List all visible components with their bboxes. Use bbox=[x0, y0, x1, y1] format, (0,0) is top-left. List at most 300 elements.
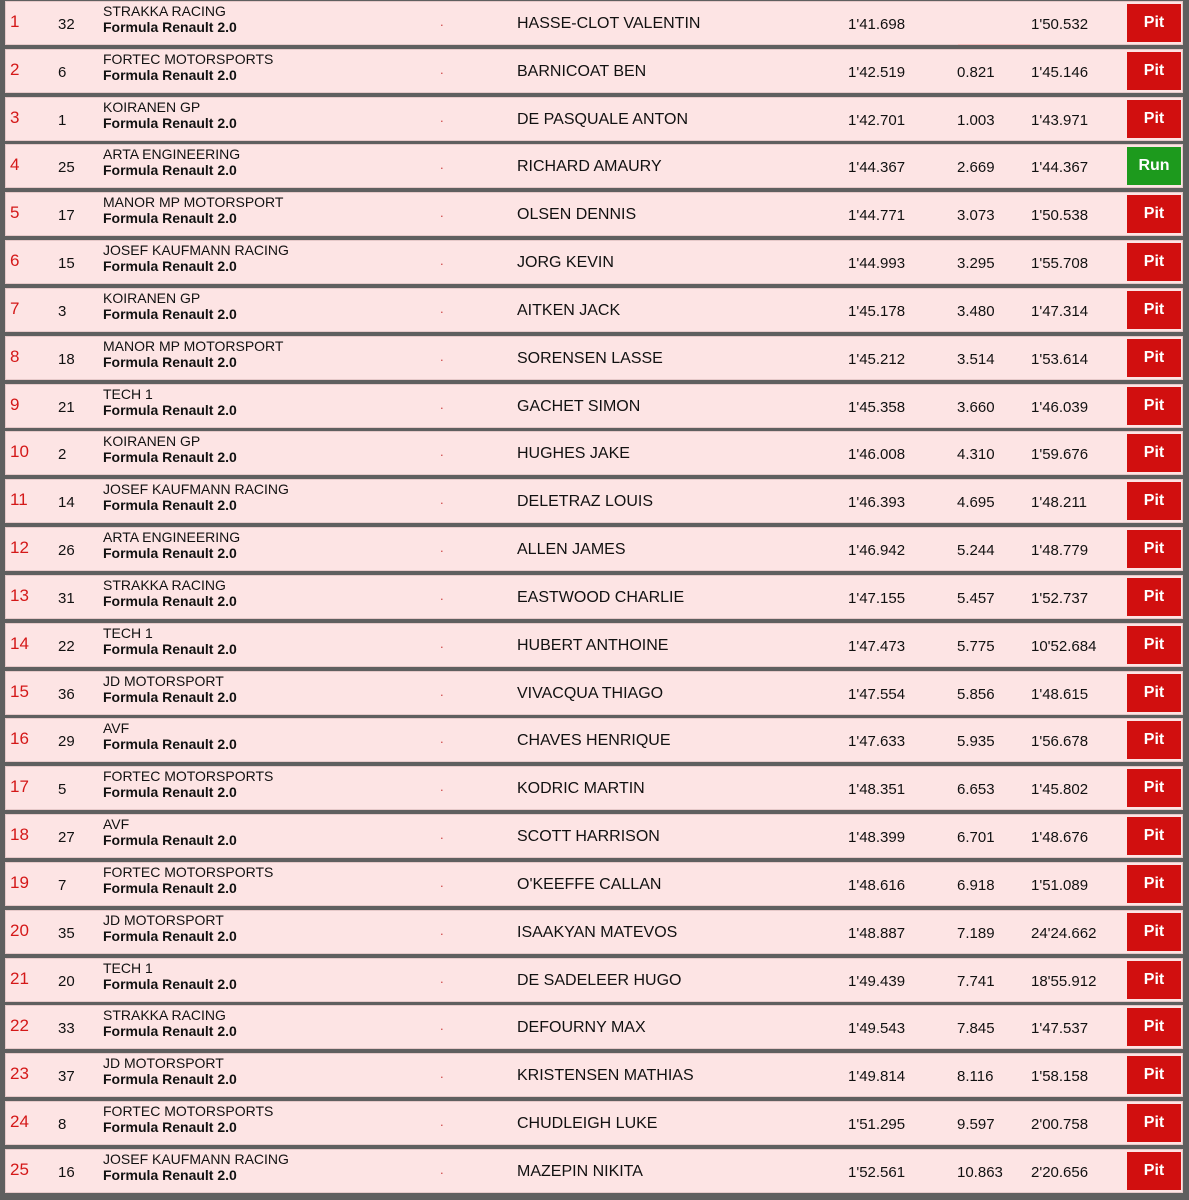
last-lap-cell: 1'44.367 bbox=[1031, 159, 1089, 176]
last-lap-cell: 1'48.676 bbox=[1031, 829, 1089, 846]
position-cell: 19 bbox=[10, 873, 29, 892]
position-cell: 6 bbox=[10, 251, 20, 270]
team-cell bbox=[103, 338, 283, 370]
driver-name-cell: DEFOURNY MAX bbox=[517, 1019, 646, 1036]
best-lap-cell: 1'48.399 bbox=[848, 829, 906, 846]
driver-name-cell: KODRIC MARTIN bbox=[517, 780, 645, 797]
gap-cell: 4.695 bbox=[957, 494, 995, 511]
position-cell: 25 bbox=[10, 1160, 29, 1179]
position-cell: 17 bbox=[10, 777, 29, 796]
table-row[interactable] bbox=[5, 336, 1183, 380]
table-row[interactable] bbox=[5, 144, 1183, 188]
gap-cell: 7.741 bbox=[957, 973, 995, 990]
position-cell: 1 bbox=[10, 12, 20, 31]
last-lap-cell: 1'45.802 bbox=[1031, 781, 1089, 798]
best-lap-cell: 1'47.554 bbox=[848, 686, 906, 703]
driver-name-cell: VIVACQUA THIAGO bbox=[517, 685, 664, 702]
gap-cell: 5.775 bbox=[957, 638, 995, 655]
position-cell: 20 bbox=[10, 921, 29, 940]
table-row[interactable] bbox=[5, 49, 1183, 93]
table-row[interactable] bbox=[5, 288, 1183, 332]
status-button[interactable]: Pit bbox=[1127, 1104, 1181, 1142]
status-button[interactable]: Pit bbox=[1127, 913, 1181, 951]
gap-cell: 8.116 bbox=[957, 1068, 994, 1085]
car-number-cell: 7 bbox=[58, 877, 67, 894]
last-lap-cell: 1'51.089 bbox=[1031, 877, 1089, 894]
team-cell bbox=[103, 673, 237, 705]
status-button[interactable]: Pit bbox=[1127, 434, 1181, 472]
position-cell: 16 bbox=[10, 729, 29, 748]
team-name: JD MOTORSPORT bbox=[103, 673, 224, 689]
car-number-cell: 16 bbox=[58, 1164, 75, 1181]
separator-dot: . bbox=[440, 205, 444, 220]
last-lap-cell: 1'59.676 bbox=[1031, 446, 1089, 463]
team-name: JOSEF KAUFMANN RACING bbox=[103, 481, 289, 497]
team-name: TECH 1 bbox=[103, 625, 153, 641]
team-cell bbox=[103, 1151, 289, 1183]
gap-cell: 5.935 bbox=[957, 733, 995, 750]
position-cell: 12 bbox=[10, 538, 29, 557]
status-button[interactable]: Pit bbox=[1127, 100, 1181, 138]
separator-dot: . bbox=[440, 110, 444, 125]
car-number-cell: 14 bbox=[58, 494, 75, 511]
driver-name-cell: EASTWOOD CHARLIE bbox=[517, 589, 685, 606]
team-name: KOIRANEN GP bbox=[103, 433, 201, 449]
gap-cell: 2.669 bbox=[957, 159, 995, 176]
table-row[interactable] bbox=[5, 384, 1183, 428]
status-button[interactable]: Pit bbox=[1127, 291, 1181, 329]
gap-cell: 10.863 bbox=[957, 1164, 1003, 1181]
class-name: Formula Renault 2.0 bbox=[103, 354, 237, 370]
separator-dot: . bbox=[440, 444, 444, 459]
team-cell bbox=[103, 242, 289, 274]
best-lap-cell: 1'48.887 bbox=[848, 925, 906, 942]
team-name: FORTEC MOTORSPORTS bbox=[103, 1103, 274, 1119]
car-number-cell: 33 bbox=[58, 1020, 75, 1037]
last-lap-cell: 1'47.314 bbox=[1031, 303, 1089, 320]
table-row[interactable] bbox=[5, 97, 1183, 141]
separator-dot: . bbox=[440, 827, 444, 842]
car-number-cell: 22 bbox=[58, 638, 75, 655]
table-row[interactable] bbox=[5, 1, 1183, 45]
class-name: Formula Renault 2.0 bbox=[103, 497, 237, 513]
team-name: FORTEC MOTORSPORTS bbox=[103, 768, 274, 784]
driver-name-cell: JORG KEVIN bbox=[517, 254, 614, 271]
car-number-cell: 29 bbox=[58, 733, 75, 750]
last-lap-cell: 1'48.779 bbox=[1031, 542, 1089, 559]
driver-name-cell: CHAVES HENRIQUE bbox=[517, 732, 671, 749]
car-number-cell: 31 bbox=[58, 590, 75, 607]
last-lap-cell: 1'48.615 bbox=[1031, 686, 1089, 703]
separator-dot: . bbox=[440, 1114, 444, 1129]
best-lap-cell: 1'41.698 bbox=[848, 16, 906, 33]
last-lap-cell: 1'50.538 bbox=[1031, 207, 1089, 224]
driver-name-cell: GACHET SIMON bbox=[517, 398, 641, 415]
team-name: STRAKKA RACING bbox=[103, 1007, 226, 1023]
driver-name-cell: BARNICOAT BEN bbox=[517, 63, 647, 80]
class-name: Formula Renault 2.0 bbox=[103, 162, 237, 178]
car-number-cell: 5 bbox=[58, 781, 67, 798]
driver-name-cell: DELETRAZ LOUIS bbox=[517, 493, 654, 510]
driver-name-cell: HUBERT ANTHOINE bbox=[517, 637, 669, 654]
team-cell bbox=[103, 960, 237, 992]
class-name: Formula Renault 2.0 bbox=[103, 689, 237, 705]
team-name: FORTEC MOTORSPORTS bbox=[103, 51, 274, 67]
separator-dot: . bbox=[440, 588, 444, 603]
class-name: Formula Renault 2.0 bbox=[103, 832, 237, 848]
driver-name-cell: HUGHES JAKE bbox=[517, 445, 630, 462]
gap-cell: 7.189 bbox=[957, 925, 995, 942]
separator-dot: . bbox=[440, 397, 444, 412]
car-number-cell: 25 bbox=[58, 159, 75, 176]
car-number-cell: 8 bbox=[58, 1116, 67, 1133]
team-name: JD MOTORSPORT bbox=[103, 912, 224, 928]
team-cell bbox=[103, 625, 237, 657]
best-lap-cell: 1'47.155 bbox=[848, 590, 906, 607]
best-lap-cell: 1'48.616 bbox=[848, 877, 906, 894]
position-cell: 10 bbox=[10, 442, 29, 461]
team-cell bbox=[103, 864, 273, 896]
gap-cell: 3.073 bbox=[957, 207, 995, 224]
gap-cell: 6.918 bbox=[957, 877, 995, 894]
car-number-cell: 27 bbox=[58, 829, 75, 846]
separator-dot: . bbox=[440, 731, 444, 746]
team-cell bbox=[103, 529, 240, 561]
status-button[interactable]: Pit bbox=[1127, 961, 1181, 999]
team-cell bbox=[103, 912, 237, 944]
class-name: Formula Renault 2.0 bbox=[103, 1023, 237, 1039]
team-cell bbox=[103, 1055, 237, 1087]
position-cell: 5 bbox=[10, 203, 20, 222]
table-row[interactable] bbox=[5, 814, 1183, 858]
car-number-cell: 15 bbox=[58, 255, 75, 272]
last-lap-cell: 1'55.708 bbox=[1031, 255, 1089, 272]
best-lap-cell: 1'47.633 bbox=[848, 733, 906, 750]
position-cell: 2 bbox=[10, 60, 20, 79]
class-name: Formula Renault 2.0 bbox=[103, 115, 237, 131]
driver-name-cell: KRISTENSEN MATHIAS bbox=[517, 1067, 694, 1084]
gap-cell: 0.821 bbox=[957, 64, 995, 81]
team-cell bbox=[103, 768, 273, 800]
car-number-cell: 6 bbox=[58, 64, 67, 81]
driver-name-cell: DE SADELEER HUGO bbox=[517, 972, 682, 989]
status-button[interactable]: Pit bbox=[1127, 721, 1181, 759]
car-number-cell: 17 bbox=[58, 207, 75, 224]
position-cell: 15 bbox=[10, 682, 29, 701]
team-cell bbox=[103, 386, 237, 418]
best-lap-cell: 1'45.358 bbox=[848, 399, 906, 416]
status-button[interactable]: Pit bbox=[1127, 52, 1181, 90]
team-cell bbox=[103, 1103, 273, 1135]
team-cell bbox=[103, 3, 237, 35]
best-lap-cell: 1'51.295 bbox=[848, 1116, 906, 1133]
position-cell: 11 bbox=[10, 490, 28, 509]
separator-dot: . bbox=[440, 62, 444, 77]
position-cell: 9 bbox=[10, 395, 20, 414]
driver-name-cell: SCOTT HARRISON bbox=[517, 828, 660, 845]
status-button[interactable]: Pit bbox=[1127, 674, 1181, 712]
car-number-cell: 35 bbox=[58, 925, 75, 942]
position-cell: 13 bbox=[10, 586, 29, 605]
status-button[interactable]: Pit bbox=[1127, 530, 1181, 568]
best-lap-cell: 1'44.993 bbox=[848, 255, 906, 272]
class-name: Formula Renault 2.0 bbox=[103, 1119, 237, 1135]
driver-name-cell: CHUDLEIGH LUKE bbox=[517, 1115, 658, 1132]
gap-cell: 3.660 bbox=[957, 399, 995, 416]
status-button[interactable]: Pit bbox=[1127, 1152, 1181, 1190]
class-name: Formula Renault 2.0 bbox=[103, 210, 237, 226]
best-lap-cell: 1'44.367 bbox=[848, 159, 906, 176]
driver-name-cell: ISAAKYAN MATEVOS bbox=[517, 924, 678, 941]
separator-dot: . bbox=[440, 301, 444, 316]
class-name: Formula Renault 2.0 bbox=[103, 593, 237, 609]
table-row[interactable] bbox=[5, 766, 1183, 810]
status-button[interactable]: Pit bbox=[1127, 387, 1181, 425]
driver-name-cell: SORENSEN LASSE bbox=[517, 350, 663, 367]
separator-dot: . bbox=[440, 1018, 444, 1033]
separator-dot: . bbox=[440, 157, 444, 172]
status-button[interactable]: Pit bbox=[1127, 339, 1181, 377]
separator-dot: . bbox=[440, 875, 444, 890]
position-cell: 21 bbox=[10, 969, 29, 988]
team-name: JOSEF KAUFMANN RACING bbox=[103, 1151, 289, 1167]
separator-dot: . bbox=[440, 923, 444, 938]
status-button[interactable]: Run bbox=[1127, 147, 1181, 185]
team-name: JOSEF KAUFMANN RACING bbox=[103, 242, 289, 258]
team-cell bbox=[103, 99, 237, 131]
class-name: Formula Renault 2.0 bbox=[103, 784, 237, 800]
team-name: AVF bbox=[103, 816, 130, 832]
best-lap-cell: 1'48.351 bbox=[848, 781, 906, 798]
team-name: ARTA ENGINEERING bbox=[103, 529, 241, 545]
position-cell: 14 bbox=[10, 634, 29, 653]
best-lap-cell: 1'52.561 bbox=[848, 1164, 906, 1181]
last-lap-cell: 2'20.656 bbox=[1031, 1164, 1089, 1181]
class-name: Formula Renault 2.0 bbox=[103, 258, 237, 274]
table-row[interactable] bbox=[5, 910, 1183, 954]
separator-dot: . bbox=[440, 971, 444, 986]
best-lap-cell: 1'46.008 bbox=[848, 446, 906, 463]
team-cell bbox=[103, 577, 237, 609]
team-cell bbox=[103, 720, 237, 752]
table-row[interactable] bbox=[5, 192, 1183, 236]
status-button[interactable]: Pit bbox=[1127, 195, 1181, 233]
separator-dot: . bbox=[440, 1162, 444, 1177]
team-cell bbox=[103, 1007, 237, 1039]
team-cell bbox=[103, 481, 289, 513]
table-row[interactable] bbox=[5, 479, 1183, 523]
car-number-cell: 3 bbox=[58, 303, 67, 320]
separator-dot: . bbox=[440, 540, 444, 555]
best-lap-cell: 1'45.212 bbox=[848, 351, 906, 368]
best-lap-cell: 1'46.393 bbox=[848, 494, 906, 511]
separator-dot: . bbox=[440, 636, 444, 651]
team-cell bbox=[103, 816, 237, 848]
last-lap-cell: 1'58.158 bbox=[1031, 1068, 1089, 1085]
driver-name-cell: ALLEN JAMES bbox=[517, 541, 626, 558]
team-cell bbox=[103, 194, 283, 226]
table-row[interactable] bbox=[5, 1005, 1183, 1049]
table-row[interactable] bbox=[5, 1101, 1183, 1145]
separator-dot: . bbox=[440, 349, 444, 364]
table-row[interactable] bbox=[5, 240, 1183, 284]
last-lap-cell: 18'55.912 bbox=[1031, 973, 1097, 990]
class-name: Formula Renault 2.0 bbox=[103, 1071, 237, 1087]
position-cell: 18 bbox=[10, 825, 29, 844]
gap-cell: 6.701 bbox=[957, 829, 995, 846]
class-name: Formula Renault 2.0 bbox=[103, 19, 237, 35]
team-cell bbox=[103, 433, 237, 465]
gap-cell: 3.295 bbox=[957, 255, 995, 272]
position-cell: 4 bbox=[10, 155, 20, 174]
team-name: KOIRANEN GP bbox=[103, 290, 201, 306]
position-cell: 3 bbox=[10, 108, 20, 127]
last-lap-cell: 1'53.614 bbox=[1031, 351, 1089, 368]
team-name: KOIRANEN GP bbox=[103, 99, 201, 115]
car-number-cell: 18 bbox=[58, 351, 75, 368]
last-lap-cell: 24'24.662 bbox=[1031, 925, 1097, 942]
position-cell: 8 bbox=[10, 347, 20, 366]
position-cell: 22 bbox=[10, 1016, 29, 1035]
status-button[interactable]: Pit bbox=[1127, 482, 1181, 520]
table-row[interactable] bbox=[5, 527, 1183, 571]
separator-dot: . bbox=[440, 1066, 444, 1081]
status-button[interactable]: Pit bbox=[1127, 817, 1181, 855]
class-name: Formula Renault 2.0 bbox=[103, 641, 237, 657]
team-cell bbox=[103, 146, 240, 178]
driver-name-cell: MAZEPIN NIKITA bbox=[517, 1163, 643, 1180]
status-button[interactable]: Pit bbox=[1127, 1056, 1181, 1094]
table-row[interactable] bbox=[5, 958, 1183, 1002]
driver-name-cell: AITKEN JACK bbox=[517, 302, 621, 319]
table-row[interactable] bbox=[5, 431, 1183, 475]
last-lap-cell: 2'00.758 bbox=[1031, 1116, 1089, 1133]
best-lap-cell: 1'45.178 bbox=[848, 303, 906, 320]
position-cell: 23 bbox=[10, 1064, 29, 1083]
team-name: JD MOTORSPORT bbox=[103, 1055, 224, 1071]
last-lap-cell: 1'50.532 bbox=[1031, 16, 1089, 33]
best-lap-cell: 1'49.543 bbox=[848, 1020, 906, 1037]
team-name: STRAKKA RACING bbox=[103, 577, 226, 593]
class-name: Formula Renault 2.0 bbox=[103, 402, 237, 418]
car-number-cell: 20 bbox=[58, 973, 75, 990]
table-row[interactable] bbox=[5, 1053, 1183, 1097]
last-lap-cell: 10'52.684 bbox=[1031, 638, 1097, 655]
table-row[interactable] bbox=[5, 575, 1183, 619]
team-name: MANOR MP MOTORSPORT bbox=[103, 194, 284, 210]
team-cell bbox=[103, 51, 273, 83]
separator-dot: . bbox=[440, 779, 444, 794]
team-name: ARTA ENGINEERING bbox=[103, 146, 241, 162]
status-button[interactable]: Pit bbox=[1127, 243, 1181, 281]
gap-cell: 6.653 bbox=[957, 781, 995, 798]
team-name: FORTEC MOTORSPORTS bbox=[103, 864, 274, 880]
best-lap-cell: 1'49.814 bbox=[848, 1068, 906, 1085]
last-lap-cell: 1'52.737 bbox=[1031, 590, 1089, 607]
driver-name-cell: DE PASQUALE ANTON bbox=[517, 111, 689, 128]
table-row[interactable] bbox=[5, 718, 1183, 762]
car-number-cell: 26 bbox=[58, 542, 75, 559]
last-lap-cell: 1'45.146 bbox=[1031, 64, 1089, 81]
last-lap-cell: 1'46.039 bbox=[1031, 399, 1089, 416]
last-lap-cell: 1'56.678 bbox=[1031, 733, 1089, 750]
leader-gap-divider bbox=[958, 44, 1030, 45]
gap-cell: 3.514 bbox=[957, 351, 995, 368]
gap-cell: 5.244 bbox=[957, 542, 995, 559]
position-cell: 7 bbox=[10, 299, 20, 318]
position-cell: 24 bbox=[10, 1112, 29, 1131]
best-lap-cell: 1'42.701 bbox=[848, 112, 906, 129]
team-name: MANOR MP MOTORSPORT bbox=[103, 338, 284, 354]
class-name: Formula Renault 2.0 bbox=[103, 976, 237, 992]
team-cell bbox=[103, 290, 237, 322]
table-row[interactable] bbox=[5, 1149, 1183, 1193]
driver-name-cell: RICHARD AMAURY bbox=[517, 158, 662, 175]
status-button[interactable]: Pit bbox=[1127, 769, 1181, 807]
class-name: Formula Renault 2.0 bbox=[103, 880, 237, 896]
class-name: Formula Renault 2.0 bbox=[103, 306, 237, 322]
separator-dot: . bbox=[440, 14, 444, 29]
best-lap-cell: 1'44.771 bbox=[848, 207, 906, 224]
gap-cell: 5.457 bbox=[957, 590, 995, 607]
class-name: Formula Renault 2.0 bbox=[103, 928, 237, 944]
gap-cell: 3.480 bbox=[957, 303, 995, 320]
status-button[interactable]: Pit bbox=[1127, 578, 1181, 616]
car-number-cell: 2 bbox=[58, 446, 67, 463]
separator-dot: . bbox=[440, 492, 444, 507]
car-number-cell: 37 bbox=[58, 1068, 75, 1085]
class-name: Formula Renault 2.0 bbox=[103, 67, 237, 83]
driver-name-cell: HASSE-CLOT VALENTIN bbox=[517, 15, 701, 32]
car-number-cell: 1 bbox=[58, 112, 67, 129]
car-number-cell: 32 bbox=[58, 16, 75, 33]
best-lap-cell: 1'46.942 bbox=[848, 542, 906, 559]
gap-cell: 5.856 bbox=[957, 686, 995, 703]
status-button[interactable]: Pit bbox=[1127, 4, 1181, 42]
team-name: TECH 1 bbox=[103, 386, 153, 402]
gap-cell: 4.310 bbox=[957, 446, 995, 463]
table-row[interactable] bbox=[5, 862, 1183, 906]
gap-cell: 9.597 bbox=[957, 1116, 995, 1133]
car-number-cell: 36 bbox=[58, 686, 75, 703]
table-row[interactable] bbox=[5, 671, 1183, 715]
best-lap-cell: 1'47.473 bbox=[848, 638, 906, 655]
class-name: Formula Renault 2.0 bbox=[103, 449, 237, 465]
best-lap-cell: 1'49.439 bbox=[848, 973, 906, 990]
team-name: STRAKKA RACING bbox=[103, 3, 226, 19]
gap-cell: 1.003 bbox=[957, 112, 995, 129]
status-button[interactable]: Pit bbox=[1127, 1008, 1181, 1046]
status-button[interactable]: Pit bbox=[1127, 865, 1181, 903]
gap-cell: 7.845 bbox=[957, 1020, 995, 1037]
class-name: Formula Renault 2.0 bbox=[103, 545, 237, 561]
separator-dot: . bbox=[440, 253, 444, 268]
team-name: AVF bbox=[103, 720, 130, 736]
last-lap-cell: 1'47.537 bbox=[1031, 1020, 1089, 1037]
separator-dot: . bbox=[440, 684, 444, 699]
driver-name-cell: OLSEN DENNIS bbox=[517, 206, 637, 223]
car-number-cell: 21 bbox=[58, 399, 75, 416]
team-name: TECH 1 bbox=[103, 960, 153, 976]
status-button[interactable]: Pit bbox=[1127, 626, 1181, 664]
class-name: Formula Renault 2.0 bbox=[103, 736, 237, 752]
table-row[interactable] bbox=[5, 623, 1183, 667]
class-name: Formula Renault 2.0 bbox=[103, 1167, 237, 1183]
driver-name-cell: O'KEEFFE CALLAN bbox=[517, 876, 662, 893]
last-lap-cell: 1'43.971 bbox=[1031, 112, 1089, 129]
last-lap-cell: 1'48.211 bbox=[1031, 494, 1087, 511]
best-lap-cell: 1'42.519 bbox=[848, 64, 906, 81]
